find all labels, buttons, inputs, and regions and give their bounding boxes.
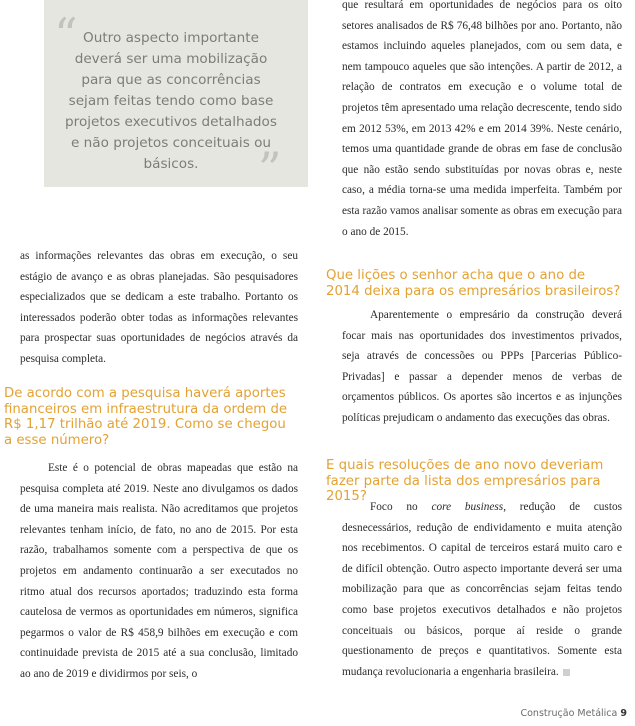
paragraph: Aparentemente o empresário da construção deverá focar mais nas oportunidades dos investimentos privados, seja através de concessões ou PPPs [Parcerias Público-Privadas] e passar a depender menos de verbas de orçamentos públicos. Os aportes são incertos e as injunções políticas prejudicam o andamento das execuções das obras. — [342, 309, 622, 424]
pull-quote-text: Outro aspecto importante deverá ser uma mobilização para que as concorrências sejam feitas tendo como base projetos executivos detalhados e não projetos conceituais ou básicos. — [65, 30, 277, 172]
paragraph — [342, 497, 622, 682]
page-footer — [520, 708, 627, 719]
right-column-para-3 — [342, 497, 622, 682]
right-column-para-2 — [342, 305, 622, 429]
paragraph: Este é o potencial de obras mapeadas que estão na pesquisa completa até 2019. Neste ano divulgamos os dados de uma maneira mais realista. Não acreditamos que projetos relevantes tenham início, de fato, no ano de 2015. Por esta razão, trabalhamos somente com a perspectiva de que os projetos em andamento continuarão a ser executados no ritmo atual dos recursos aportados; traduzindo esta forma cautelosa de vermos as oportunidades em números, significa pegarmos o valor de R$ 458,9 bilhões em execução e com continuidade prevista de 2015 até a sua conclusão, limitado ao ano de 2019 e dividirmos por seis, o — [20, 462, 298, 680]
text-run: , redução de custos desnecessários, redução de endividamento e muita atenção nos recebimentos. O capital de terceiros estará muito caro e de difícil obtenção. Outro aspecto importante deverá ser uma mobilização para que as concorrências sejam feitas tendo como base projetos executivos detalhados e não projetos conceituais ou básicos, porque aí reside o grande questionamento de preços e quantitativos. Somente esta mudança revolucionaria a engenharia brasileira. — [342, 501, 623, 678]
close-quote-mark: ” — [258, 142, 282, 196]
question-heading-1: De acordo com a pesquisa haverá aportes financeiros em infraestrutura da ordem de R$ 1,17 trilhão até 2019. Como se chegou a esse número? — [4, 386, 288, 448]
text-run: Foco no — [370, 501, 432, 513]
paragraph: as informações relevantes das obras em execução, o seu estágio de avanço e as obras planejadas. São pesquisadores especializados que se dedicam a este trabalho. Portanto os interessados poderão obter todas as informações relevantes para prospectar suas oportunidades de negócios através da pesquisa completa. — [20, 250, 298, 365]
paragraph: que resultará em oportunidades de negócios para os oito setores analisados de R$ 76,48 bilhões por ano. Portanto, não estamos incluindo aqueles planejados, com ou sem data, e nem tampouco aqueles que são intenções. A partir de 2012, a relação de contratos em execução e o volume total de projetos têm apresentado uma relação decrescente, tendo sido em 2012 53%, em 2013 42% e em 2014 39%. Neste cenário, temos uma quantidade grande de obras em fase de conclusão que não estão sendo substituídas por novas obras e, neste caso, a média torna-se uma medida imperfeita. Também por esta razão vamos analisar somente as obras em execução para o ano de 2015. — [342, 0, 622, 238]
magazine-name: Construção Metálica — [520, 708, 618, 719]
page-number: 9 — [620, 708, 627, 719]
italic-term: core business — [431, 501, 504, 513]
question-heading-2: Que lições o senhor acha que o ano de 2014 deixa para os empresários brasileiros? — [326, 268, 621, 299]
left-column-para-1 — [20, 246, 298, 370]
open-quote-mark: “ — [54, 8, 78, 62]
right-column-para-1 — [342, 0, 622, 242]
left-column-para-2 — [20, 458, 298, 685]
question-heading-3: E quais resoluções de ano novo deveriam fazer parte da lista dos empresários para 2015? — [326, 458, 604, 505]
end-of-article-mark — [563, 669, 570, 676]
